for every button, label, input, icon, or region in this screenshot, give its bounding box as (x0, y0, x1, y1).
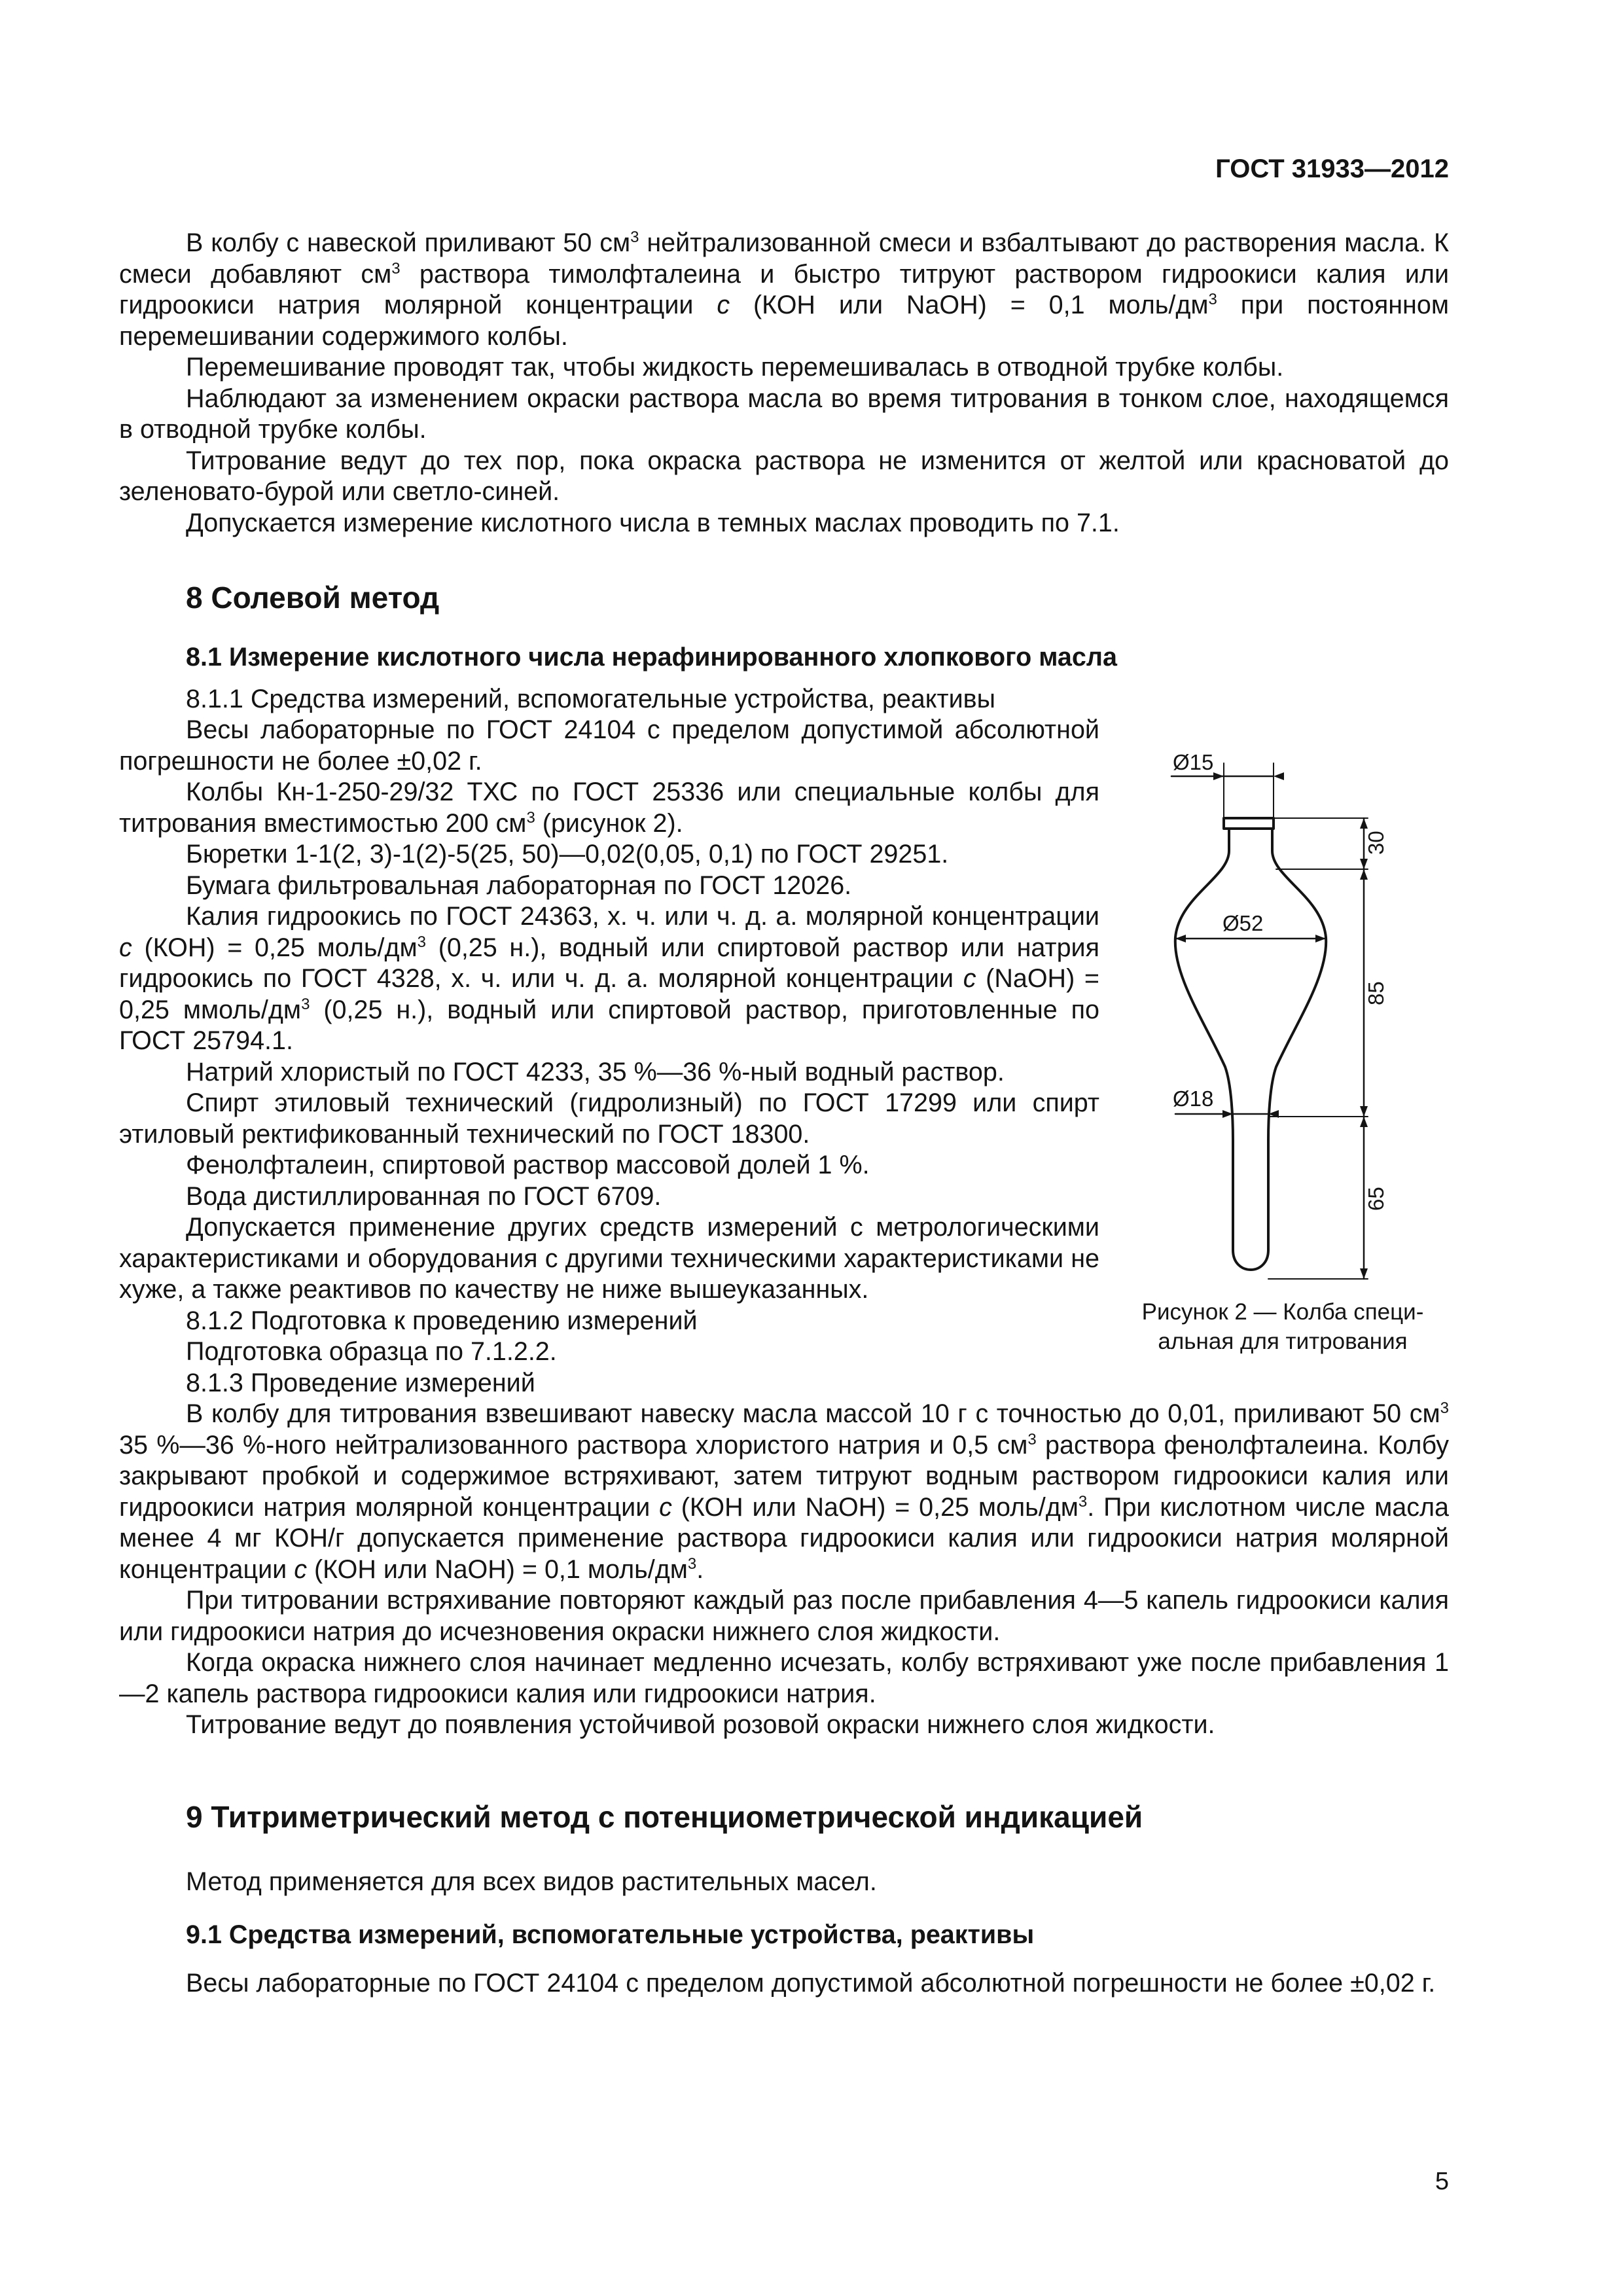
paragraph-procedure: В колбу для титрования взвешивают навеску масла массой 10 г с точностью до 0,01, приливают 50 $см^3$ 35 %—36 %-ного нейтрализованного раствора хлористого натрия и 0,5 $см^3$ раствора фенолфталеина. Колбу закрывают пробкой и содержимое встряхивают, затем титруют водным раствором гидроокиси калия или гидроокиси натрия молярной концентрации с (КОН или NaOH) = 0,25 моль/$дм^3$. При кислотном числе масла менее 4 мг КОН/г допускается применение раствора гидроокиси калия или гидроокиси натрия молярной концентрации с (КОН или NaOH) = 0,1 моль/$дм^3$. (119, 1399, 1450, 1584)
item-hydroxide: Калия гидроокись по ГОСТ 24363, х. ч. или ч. д. а. молярной концентрации с (КОН) = 0,25 моль/$дм^3$ (0,25 н.), водный или спиртовой раствор или натрия гидроокись по ГОСТ 4328, х. ч. или ч. д. а. молярной концентрации с (NaOH) = 0,25 ммоль/$дм^3$ (0,25 н.), водный или спиртовой раствор, приготовленные по ГОСТ 25794.1. (119, 902, 1099, 1055)
paragraph-observe: Наблюдают за изменением окраски раствора масла во время титрования в тонком слое, находящемся в отводной трубке колбы. (119, 384, 1449, 444)
item-scales: Весы лабораторные по ГОСТ 24104 с пределом допустимой абсолютной погрешности не более ±0,02 г. (119, 715, 1099, 776)
paragraph-endpoint: Титрование ведут до появления устойчивой розовой окраски нижнего слоя жидкости. (186, 1710, 1215, 1739)
dim-top-diameter: Ø15 (1173, 750, 1214, 774)
clause-8-1-2: 8.1.2 Подготовка к проведению измерений (186, 1306, 698, 1335)
subsection-9-1-heading: 9.1 Средства измерений, вспомогательные устройства, реактивы (186, 1920, 1035, 1949)
clause-8-1-3: 8.1.3 Проведение измерений (186, 1368, 535, 1397)
dim-bulb-diameter: Ø52 (1222, 911, 1264, 935)
caption-line-1: Рисунок 2 — Колба специ- (1141, 1299, 1424, 1325)
item-ethanol: Спирт этиловый технический (гидролизный) по ГОСТ 17299 или спирт этиловый ректификованный технический по ГОСТ 18300. (119, 1088, 1099, 1149)
subsection-8-1-heading: 8.1 Измерение кислотного числа нерафинированного хлопкового масла (186, 643, 1117, 672)
figure-caption (1106, 1297, 1459, 1356)
clause-8-1-1: 8.1.1 Средства измерений, вспомогательные устройства, реактивы (186, 684, 996, 713)
dim-tube-diameter: Ø18 (1173, 1086, 1214, 1111)
paragraph-shaking: При титровании встряхивание повторяют каждый раз после прибавления 4—5 капель гидроокиси калия или гидроокиси натрия до исчезновения окраски нижнего слоя жидкости. (119, 1586, 1449, 1646)
text-beside-figure (119, 684, 1099, 1399)
paragraph-titration-end: Титрование ведут до тех пор, пока окраска раствора не изменится от желтой или красноватой до зеленовато-бурой или светло-синей. (119, 446, 1449, 506)
paragraph-mixing: Перемешивание проводят так, чтобы жидкость перемешивалась в отводной трубке колбы. (186, 353, 1284, 382)
item-flasks: Колбы Кн-1-250-29/32 ТХС по ГОСТ 25336 или специальные колбы для титрования вместимостью 200 $см^3$ (рисунок 2). (119, 778, 1099, 838)
caption-line-2: альная для титрования (1158, 1329, 1408, 1354)
item-scales-9: Весы лабораторные по ГОСТ 24104 с пределом допустимой абсолютной погрешности не более ±0,02 г. (186, 1968, 1436, 1998)
flask-outline (1175, 829, 1326, 1270)
item-filter-paper: Бумага фильтровальная лабораторная по ГОСТ 12026. (186, 870, 852, 900)
item-distilled-water: Вода дистиллированная по ГОСТ 6709. (186, 1181, 662, 1211)
dim-neck-length: 30 (1364, 831, 1388, 855)
paragraph-dark-oils: Допускается измерение кислотного числа в темных маслах проводить по 7.1. (186, 508, 1120, 537)
dim-tube-length: 65 (1364, 1187, 1388, 1211)
flask-drawing (1113, 726, 1453, 1289)
paragraph-fading: Когда окраска нижнего слоя начинает медленно исчезать, колбу встряхивают уже после прибавления 1—2 капель раствора гидроокиси калия или гидроокиси натрия. (119, 1648, 1449, 1708)
item-alternatives-allowed: Допускается применение других средств измерений с метрологическими характеристиками и оборудования с другими техническими характеристиками не хуже, а также реактивов по качеству не ниже вышеуказанных. (119, 1213, 1099, 1304)
flask-rim (1224, 818, 1274, 829)
dim-bulb-length: 85 (1364, 981, 1388, 1005)
item-burettes: Бюретки 1-1(2, 3)-1(2)-5(25, 50)—0,02(0,05, 0,1) по ГОСТ 29251. (186, 840, 949, 869)
paragraph-method-scope: Метод применяется для всех видов растительных масел. (186, 1867, 877, 1896)
figure-titration-flask (1113, 726, 1453, 1289)
item-sample-prep: Подготовка образца по 7.1.2.2. (186, 1337, 557, 1366)
document-code-header: ГОСТ 31933—2012 (1215, 154, 1449, 183)
item-phenolphthalein: Фенолфталеин, спиртовой раствор массовой долей 1 %. (186, 1151, 870, 1179)
section-9-heading: 9 Титриметрический метод с потенциометрической индикацией (186, 1799, 1143, 1834)
section-8-heading: 8 Солевой метод (186, 581, 440, 615)
page-number: 5 (1435, 2168, 1449, 2195)
item-sodium-chloride: Натрий хлористый по ГОСТ 4233, 35 %—36 %-ный водный раствор. (186, 1057, 1005, 1086)
paragraph-flask-charge: В колбу с навеской приливают 50 $см^3$ нейтрализованной смеси и взбалтывают до растворения масла. К смеси добавляют $см^3$ раствора тимолфталеина и быстро титруют раствором гидроокиси калия или гидроокиси натрия молярной концентрации с (КОН или NaOH) = 0,1 моль/$дм^3$ при постоянном перемешивании содержимого колбы. (119, 228, 1450, 351)
